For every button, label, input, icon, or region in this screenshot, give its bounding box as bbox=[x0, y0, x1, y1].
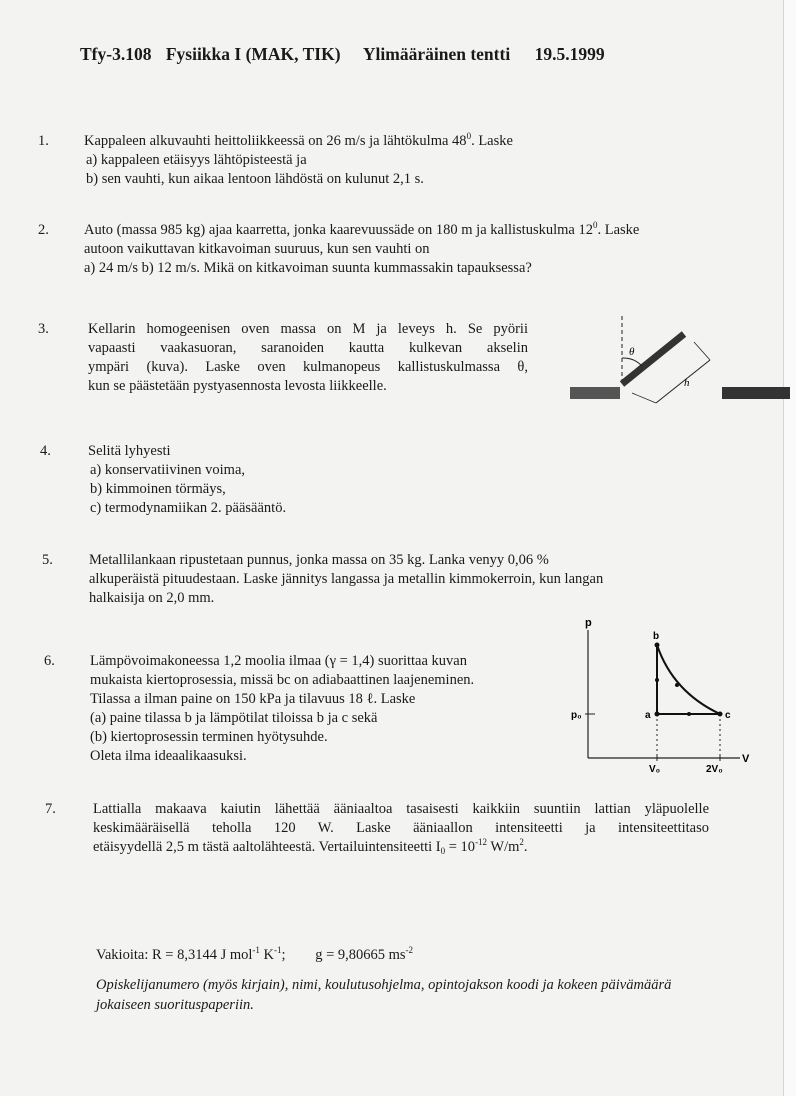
superscript: -1 bbox=[252, 945, 260, 955]
constants bbox=[96, 947, 413, 964]
question-4 bbox=[40, 442, 287, 518]
question-number: 4. bbox=[40, 443, 51, 459]
text-part: Auto (massa 985 kg) ajaa kaarretta, jonka kaarevuussäde on 180 m ja kallistuskulma 12 bbox=[84, 222, 593, 238]
question-text-line: (a) paine tilassa b ja lämpötilat tiloissa b ja c sekä bbox=[90, 710, 378, 726]
question-text-line bbox=[93, 838, 709, 857]
text-part: ; bbox=[281, 947, 286, 963]
superscript: -12 bbox=[475, 837, 488, 847]
question-3 bbox=[38, 320, 528, 396]
pv-diagram bbox=[565, 612, 765, 782]
gas-constant: R = 8,3144 J mol bbox=[151, 947, 253, 963]
label-b: b bbox=[653, 631, 660, 642]
question-text-line: alkuperäistä pituudestaan. Laske jännitys langassa ja metallin kimmokerroin, kun langan bbox=[89, 571, 604, 587]
v0-label: V₀ bbox=[649, 764, 661, 775]
question-text-line: Kellarin homogeenisen oven massa on M ja leveys h. Se pyörii bbox=[88, 321, 528, 337]
text-part: Kappaleen alkuvauhti heittoliikkeessä on 26 m/s ja lähtökulma 48 bbox=[84, 133, 467, 149]
instructions-footer: Opiskelijanumero (myös kirjain), nimi, koulutusohjelma, opintojakson koodi ja kokeen päivämäärä jokaiseen suorituspaperiin. bbox=[96, 977, 672, 1013]
label-c: c bbox=[725, 710, 731, 721]
h-extension bbox=[632, 393, 656, 403]
exam-date: 19.5.1999 bbox=[534, 44, 605, 64]
arrow-mark bbox=[655, 678, 659, 682]
question-text-line: Metallilankaan ripustetaan punnus, jonka massa on 35 kg. Lanka venyy 0,06 % bbox=[89, 552, 549, 568]
course-name: Fysiikka I bbox=[165, 44, 242, 64]
question-number: 7. bbox=[45, 801, 56, 817]
question-6 bbox=[44, 652, 475, 766]
superscript: 0 bbox=[592, 220, 598, 230]
arrow-mark bbox=[675, 683, 679, 687]
text-part: = 10 bbox=[445, 839, 476, 855]
question-text-line: halkaisija on 2,0 mm. bbox=[89, 590, 215, 606]
theta-label: θ bbox=[629, 346, 635, 358]
theta-arc bbox=[622, 358, 642, 366]
gravity-constant: g = 9,80665 ms bbox=[315, 947, 406, 963]
question-text-line: Tilassa a ilman paine on 150 kPa ja tilavuus 18 ℓ. Laske bbox=[90, 691, 416, 707]
question-text-line: mukaista kiertoprosessia, missä bc on adiabaattinen laajeneminen. bbox=[90, 672, 475, 688]
question-text-line: ympäri (kuva). Laske oven kulmanopeus kallistuskulmassa θ, bbox=[88, 359, 528, 375]
state-b bbox=[655, 643, 660, 648]
text-part: K bbox=[259, 947, 275, 963]
constants-label: Vakioita: bbox=[96, 947, 149, 963]
question-text-line: keskimääräisellä teholla 120 W. Laske ääniaallon intensiteetti ja intensiteettitaso bbox=[93, 820, 709, 836]
text-part: . Laske bbox=[471, 133, 513, 149]
question-text-line: Oleta ilma ideaalikaasuksi. bbox=[90, 748, 247, 764]
floor-right bbox=[722, 387, 790, 399]
subquestion-a: a) kappaleen etäisyys lähtöpisteestä ja bbox=[86, 152, 307, 168]
state-a bbox=[655, 712, 660, 717]
text-part: . Laske bbox=[597, 222, 640, 238]
question-intro: Selitä lyhyesti bbox=[88, 443, 171, 459]
question-1 bbox=[38, 131, 513, 189]
process-bc bbox=[657, 645, 720, 714]
question-text-line: a) 24 m/s b) 12 m/s. Mikä on kitkavoiman suunta kummassakin tapauksessa? bbox=[84, 260, 532, 276]
question-5 bbox=[42, 551, 604, 608]
exam-header bbox=[80, 44, 605, 65]
v-axis-label: V bbox=[742, 753, 750, 765]
floor-left bbox=[570, 387, 620, 399]
page-edge bbox=[783, 0, 796, 1096]
p-axis-label: p bbox=[585, 617, 592, 629]
question-text-line: Lämpövoimakoneessa 1,2 moolia ilmaa (γ = 1,4) suorittaa kuvan bbox=[90, 653, 467, 669]
question-7 bbox=[45, 800, 709, 857]
question-text-line: vapaasti vaakasuoran, saranoiden kautta kulkevan akselin bbox=[88, 340, 528, 356]
question-number: 3. bbox=[38, 321, 49, 337]
superscript: 2 bbox=[519, 837, 524, 847]
question-number: 2. bbox=[38, 222, 49, 238]
question-text-line: Lattialla makaava kaiutin lähettää ääniaaltoa tasaisesti kaikkiin suuntiin lattian yläpuolelle bbox=[93, 801, 709, 817]
subquestion-b: b) kimmoinen törmäys, bbox=[90, 481, 226, 497]
text-part: W/m bbox=[487, 839, 520, 855]
subscript: 0 bbox=[440, 846, 446, 856]
question-text bbox=[84, 132, 513, 151]
vc-label: 2V₀ bbox=[706, 764, 723, 775]
state-c bbox=[718, 712, 723, 717]
question-number: 1. bbox=[38, 133, 49, 149]
exam-type: Ylimääräinen tentti bbox=[362, 44, 511, 64]
p0-label: p₀ bbox=[571, 710, 582, 721]
question-text-line bbox=[84, 221, 639, 240]
question-number: 6. bbox=[44, 653, 55, 669]
subquestion-c: c) termodynamiikan 2. pääsääntö. bbox=[90, 500, 287, 516]
question-number: 5. bbox=[42, 552, 53, 568]
label-a: a bbox=[645, 710, 651, 721]
h-label: h bbox=[684, 377, 690, 389]
question-text-line: kun se päästetään pystyasennosta levosta liikkeelle. bbox=[88, 378, 387, 394]
text-part: etäisyydellä 2,5 m tästä aaltolähteestä. Vertailuintensiteetti I bbox=[93, 839, 441, 855]
question-2 bbox=[38, 220, 640, 278]
h-extension bbox=[694, 342, 710, 360]
superscript: -2 bbox=[405, 945, 414, 955]
arrow-mark bbox=[687, 712, 691, 716]
subquestion-a: a) konservatiivinen voima, bbox=[90, 462, 246, 478]
subquestion-b: b) sen vauhti, kun aikaa lentoon lähdöstä on kulunut 2,1 s. bbox=[86, 171, 424, 187]
course-code: Tfy-3.108 bbox=[80, 44, 152, 64]
question-text-line: (b) kiertoprosessin terminen hyötysuhde. bbox=[90, 729, 328, 745]
question-text-line: autoon vaikuttavan kitkavoiman suuruus, kun sen vauhti on bbox=[84, 241, 430, 257]
superscript: -1 bbox=[274, 945, 282, 955]
superscript: 0 bbox=[466, 131, 472, 141]
cellar-door-figure bbox=[560, 308, 790, 408]
text-part: . bbox=[523, 839, 528, 855]
programs: (MAK, TIK) bbox=[245, 44, 341, 64]
h-dimension-line bbox=[656, 360, 710, 403]
